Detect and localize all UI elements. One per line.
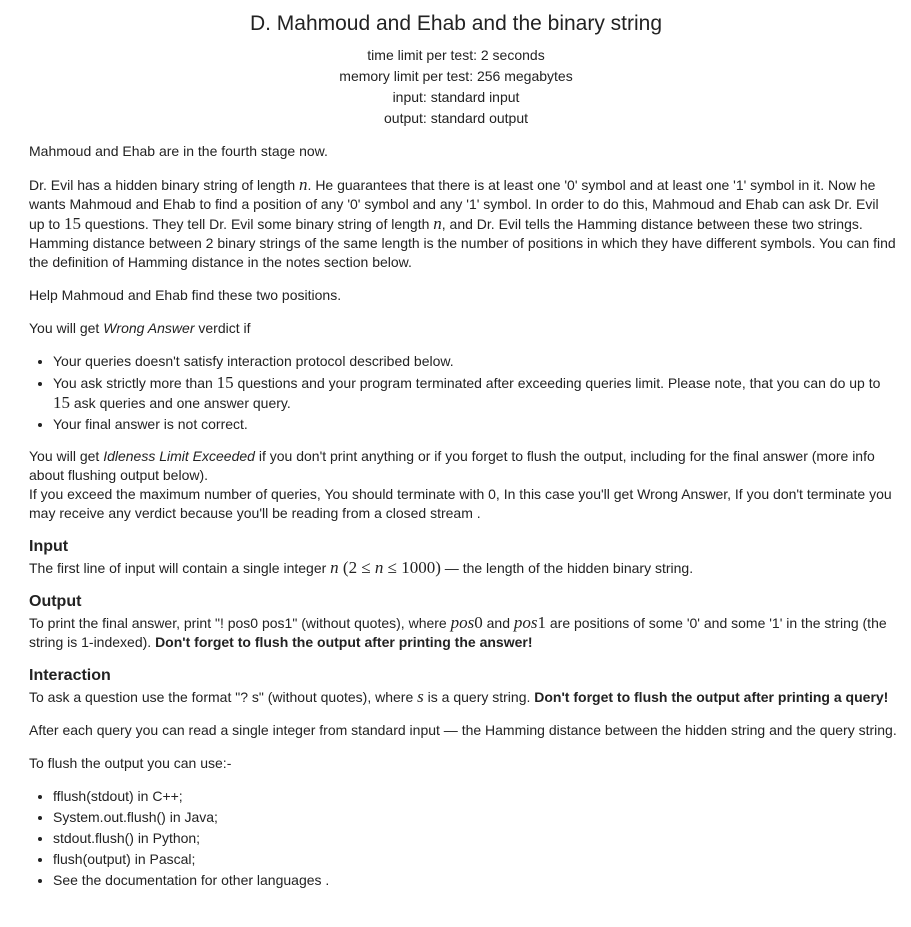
math-15: 15 (53, 393, 70, 412)
text: if you don't print anything or if you forget to flush the output, including for the final answer (more info about flushing output below). (29, 448, 875, 483)
statement-paragraph-5 (29, 447, 897, 485)
problem-title: D. Mahmoud and Ehab and the binary string (249, 12, 663, 35)
output-heading: Output (29, 593, 82, 610)
text: You ask strictly more than (53, 375, 217, 391)
text: are positions of some '0' and some '1' in the string (the string is 1-indexed). (29, 615, 887, 650)
text: ask queries and one answer query. (70, 395, 291, 411)
statement-paragraph-4 (29, 319, 897, 338)
input-heading: Input (29, 538, 69, 555)
text: and (482, 615, 514, 631)
list-item: • System.out.flush() in Java; (53, 808, 897, 827)
text: Dr. Evil has a hidden binary string of length (29, 177, 300, 193)
math-n: n (299, 175, 308, 194)
statement-paragraph-2 (29, 175, 897, 272)
output-text (29, 613, 897, 652)
text: questions. They tell Dr. Evil some binary string of length (81, 216, 434, 232)
flush-warning: Don't forget to flush the output after printing a query! (534, 689, 889, 705)
math-constraint: ≤ 1000) (383, 558, 441, 577)
interaction-paragraph-2: After each query you can read a single integer from standard input — the Hamming distance between the hidden string and the query string. (29, 722, 897, 738)
list-item: • flush(output) in Pascal; (53, 850, 897, 869)
list-item (53, 373, 897, 413)
interaction-heading: Interaction (29, 667, 111, 684)
text: is a query string. (423, 689, 535, 705)
list-item: • See the documentation for other languages . (53, 871, 897, 890)
math-index: 1 (537, 613, 546, 632)
statement-paragraph-3: Help Mahmoud and Ehab find these two positions. (29, 287, 342, 303)
verdict-list (29, 352, 897, 434)
problem-header (15, 10, 897, 129)
text: , and Dr. Evil tells the Hamming distance between these two strings. Hamming distance between 2 binary strings of the same length is the number of positions in which they have different symbols. You can find the definition of Hamming distance in the notes section below. (29, 216, 896, 270)
verdict-name: Idleness Limit Exceeded (103, 448, 255, 464)
flush-warning: Don't forget to flush the output after printing the answer! (155, 634, 533, 650)
math-pos: pos (513, 613, 538, 632)
text: . He guarantees that there is at least one '0' symbol and at least one '1' symbol in it. Now he wants Mahmoud and Ehab to find a position of any '0' symbol and any '1' symbol. In order to do this, Mahmoud and Ehab can ask Dr. Evil up to (29, 177, 879, 232)
output-file: output: standard output (384, 110, 528, 126)
math-15: 15 (216, 373, 234, 392)
math-n: n (433, 214, 442, 233)
interaction-paragraph-3: To flush the output you can use:- (29, 755, 232, 771)
math-pos: pos (450, 613, 475, 632)
memory-limit: memory limit per test: 256 megabytes (339, 68, 573, 84)
math-s: s (417, 687, 424, 706)
interaction-text (29, 687, 897, 707)
verdict-name: Wrong Answer (103, 320, 195, 336)
list-item: • fflush(stdout) in C++; (53, 787, 897, 806)
math-15: 15 (64, 214, 82, 233)
list-item: • stdout.flush() in Python; (53, 829, 897, 848)
text: — the length of the hidden binary string. (440, 560, 694, 576)
input-file: input: standard input (392, 89, 520, 105)
text: verdict if (194, 320, 251, 336)
list-item: • Your final answer is not correct. (53, 415, 897, 434)
text: questions and your program terminated after exceeding queries limit. Please note, that you can do up to (233, 375, 881, 391)
text: To ask a question use the format "? s" (without quotes), where (29, 689, 418, 705)
math-index: 0 (474, 613, 483, 632)
time-limit: time limit per test: 2 seconds (367, 47, 545, 63)
text: To print the final answer, print "! pos0 pos1" (without quotes), where (29, 615, 451, 631)
flush-list (29, 787, 897, 890)
statement-paragraph-6: If you exceed the maximum number of queries, You should terminate with 0, In this case you'll get Wrong Answer, If you don't terminate you may receive any verdict because you'll be reading from a closed stream . (29, 486, 892, 521)
text: The first line of input will contain a single integer (29, 560, 331, 576)
math-n: n (330, 558, 339, 577)
math-n: n (374, 558, 384, 577)
statement-paragraph-1: Mahmoud and Ehab are in the fourth stage now. (29, 143, 328, 159)
math-constraint: (2 ≤ (338, 558, 375, 577)
list-item: • Your queries doesn't satisfy interaction protocol described below. (53, 352, 897, 371)
text: You will get (29, 320, 104, 336)
text: You will get (29, 448, 104, 464)
input-text (29, 558, 897, 578)
